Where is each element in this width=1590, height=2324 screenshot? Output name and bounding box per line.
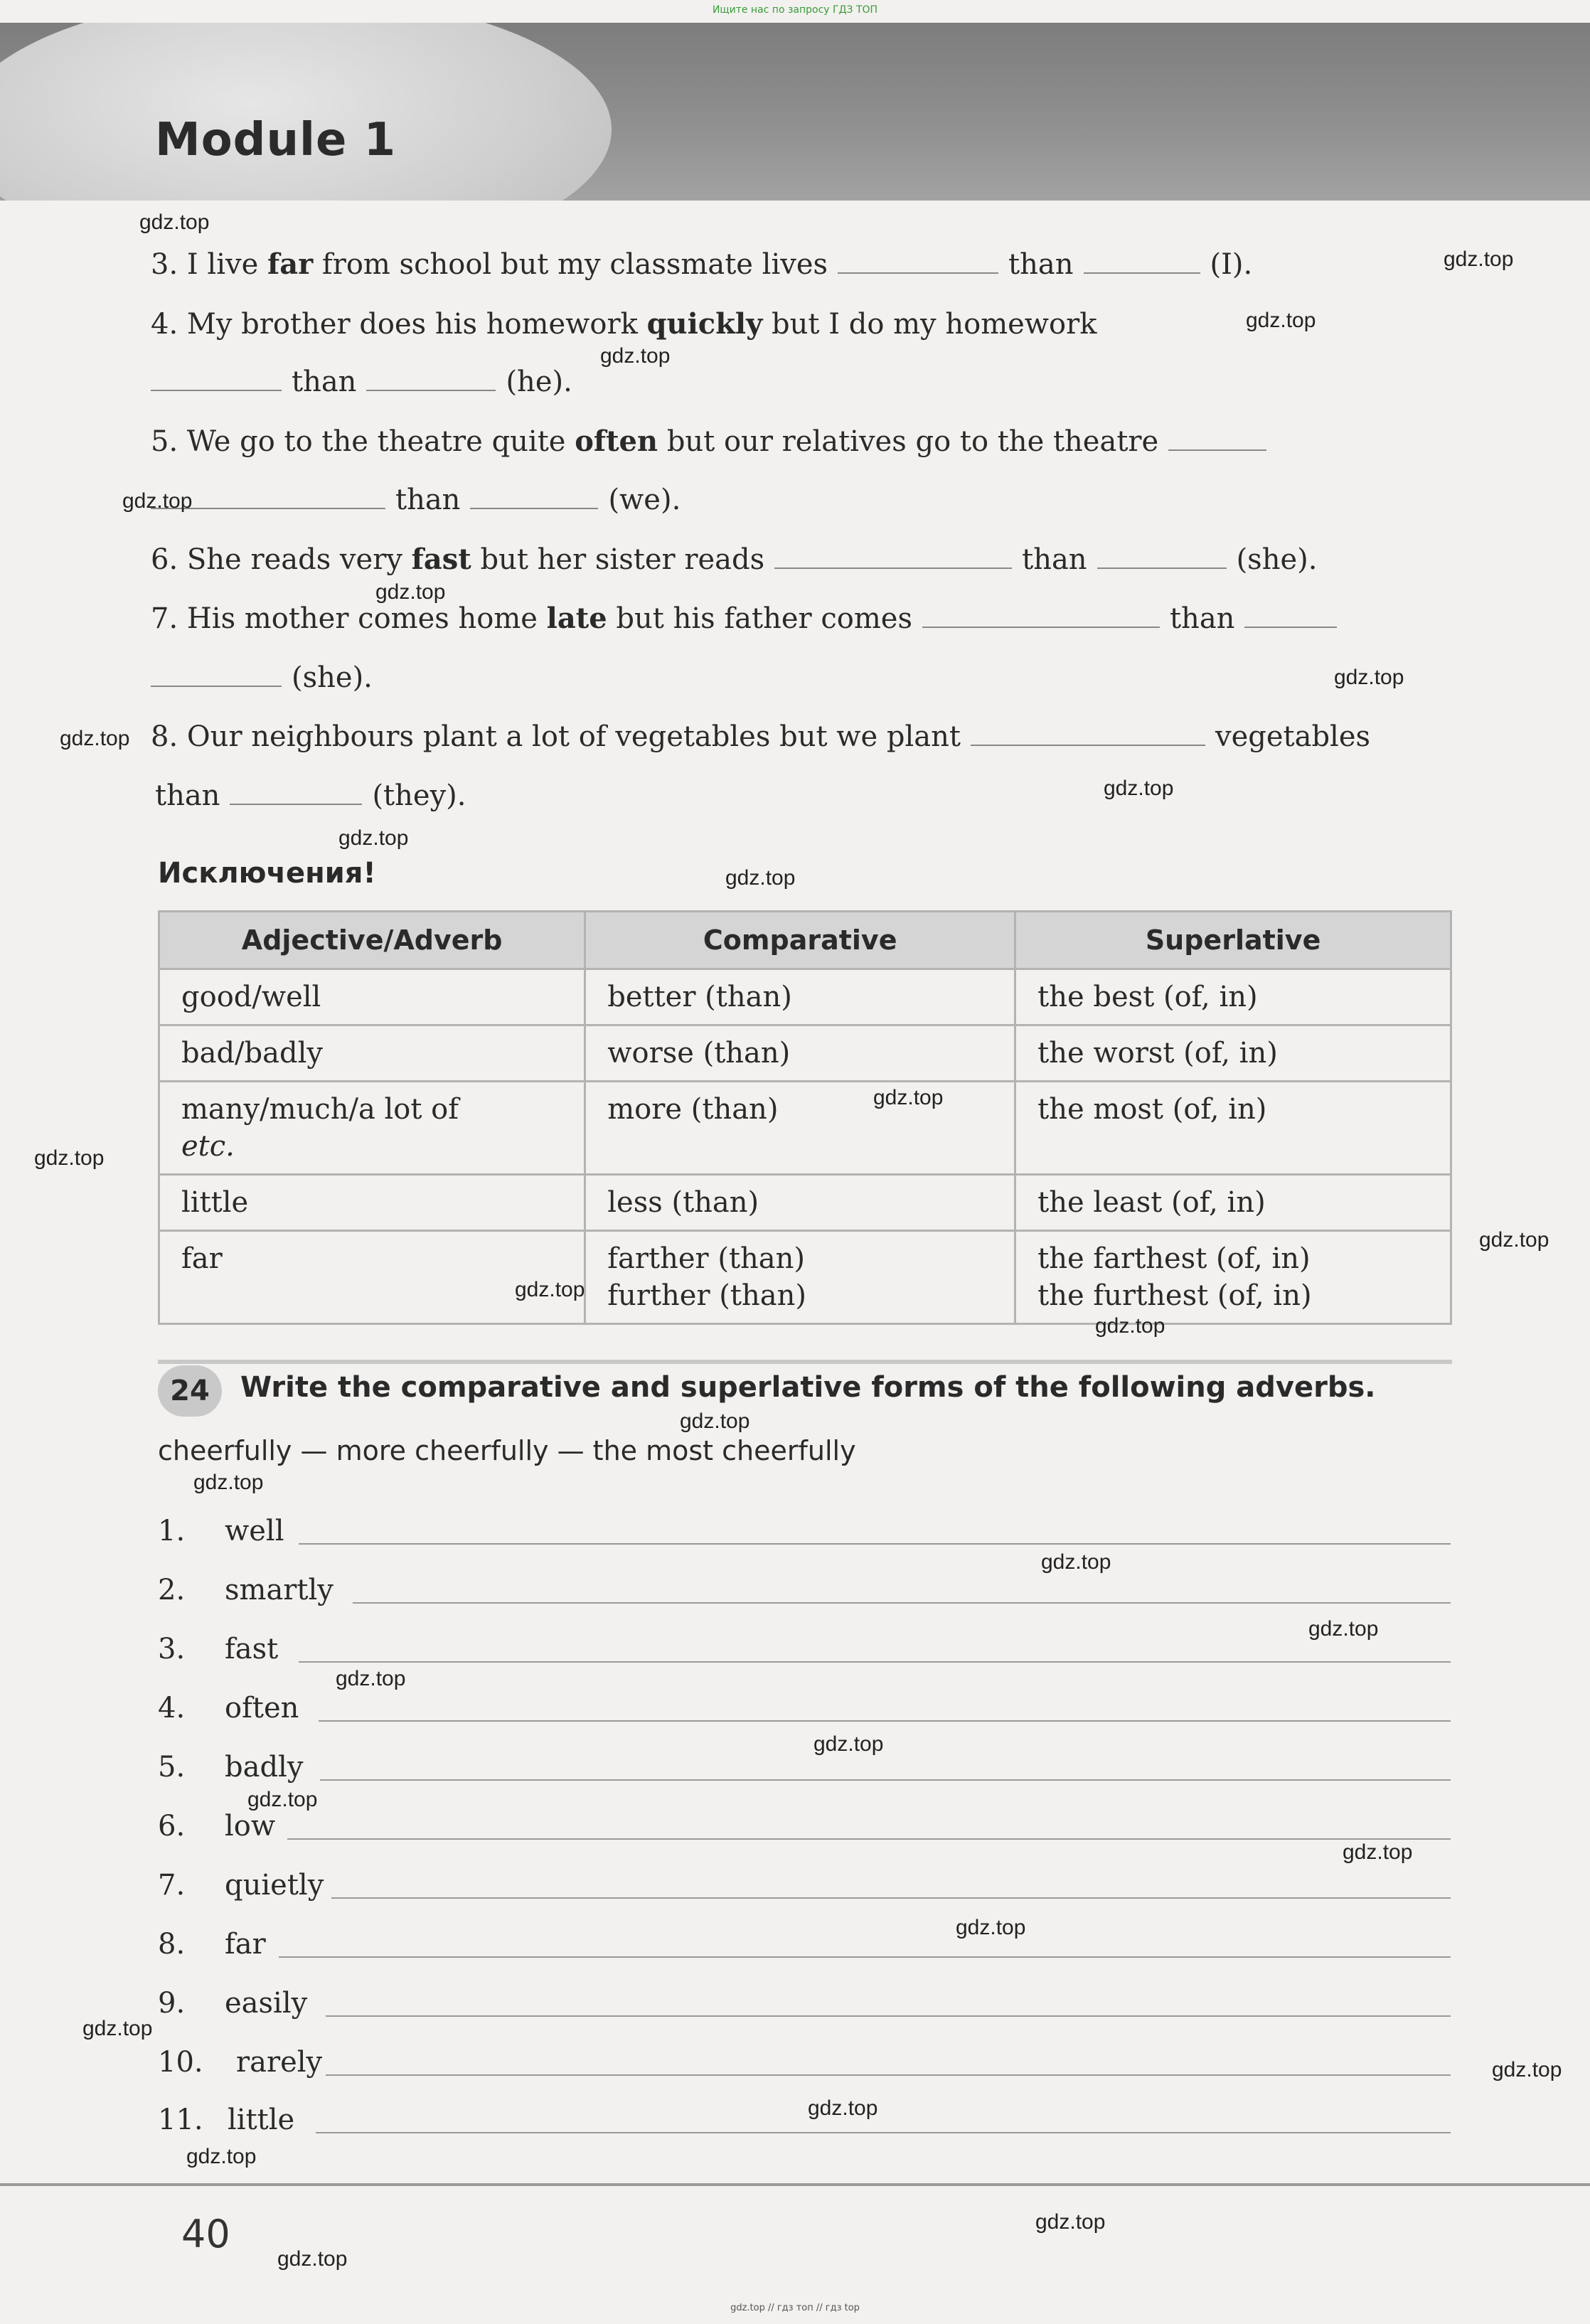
table-cell: little — [159, 1175, 585, 1231]
module-title: Module 1 — [155, 114, 397, 166]
exceptions-table — [158, 910, 1452, 1325]
column-header-adjective: Adjective/Adverb — [159, 912, 585, 969]
exercise-item-number: 11. — [158, 2104, 203, 2136]
watermark: gdz.top — [60, 727, 130, 750]
column-header-superlative: Superlative — [1015, 912, 1451, 969]
exercise-item-word: often — [225, 1692, 299, 1725]
table-cell: worse (than) — [585, 1025, 1015, 1082]
exercise-item-word: little — [228, 2104, 295, 2136]
table-cell: more (than) — [585, 1082, 1015, 1175]
exercise-item-word: low — [225, 1810, 276, 1843]
page-number: 40 — [181, 2212, 230, 2256]
exercise-item-number: 5. — [158, 1751, 186, 1784]
sentence-7-cont: (she). — [151, 661, 373, 694]
table-cell: the farthest (of, in) the furthest (of, in) — [1015, 1231, 1451, 1324]
answer-line[interactable] — [319, 1720, 1451, 1722]
exercise-item-word: far — [225, 1928, 266, 1961]
sentence-4-cont: than (he). — [151, 366, 572, 398]
bottom-tag: gdz.top // гдз топ // гдз top — [730, 2303, 860, 2313]
table-row — [159, 1082, 1451, 1175]
watermark: gdz.top — [1041, 1550, 1111, 1574]
table-cell: the most (of, in) — [1015, 1082, 1451, 1175]
column-header-comparative: Comparative — [585, 912, 1015, 969]
exceptions-title: Исключения! — [158, 857, 376, 890]
exercise-item-number: 3. — [158, 1633, 186, 1665]
watermark: gdz.top — [338, 826, 409, 850]
watermark: gdz.top — [1104, 777, 1174, 800]
watermark: gdz.top — [139, 210, 210, 234]
exercise-item-word: well — [225, 1515, 284, 1547]
answer-line[interactable] — [326, 2074, 1451, 2076]
watermark: gdz.top — [247, 1788, 318, 1811]
table-cell: the best (of, in) — [1015, 969, 1451, 1025]
watermark: gdz.top — [186, 2145, 257, 2168]
sentence-8: 8. Our neighbours plant a lot of vegetables but we plant vegetables — [151, 720, 1371, 753]
answer-line[interactable] — [299, 1543, 1451, 1545]
exercise-item-word: smartly — [225, 1574, 334, 1606]
header-decoration — [0, 23, 612, 201]
watermark: gdz.top — [34, 1146, 105, 1170]
module-header-band — [0, 23, 1590, 201]
exercise-item-number: 6. — [158, 1810, 186, 1843]
watermark: gdz.top — [956, 1916, 1026, 1939]
watermark: gdz.top — [82, 2017, 153, 2040]
watermark: gdz.top — [873, 1086, 944, 1109]
watermark: gdz.top — [680, 1409, 750, 1433]
answer-line[interactable] — [287, 1838, 1451, 1840]
table-cell: farther (than) further (than) — [585, 1231, 1015, 1324]
exercise-item-number: 10. — [158, 2046, 203, 2079]
exercise-number-badge: 24 — [158, 1365, 222, 1417]
watermark: gdz.top — [1444, 247, 1514, 271]
watermark: gdz.top — [193, 1471, 264, 1494]
exercise-item-number: 8. — [158, 1928, 186, 1961]
watermark: gdz.top — [1095, 1314, 1165, 1338]
exercise-item-number: 9. — [158, 1987, 186, 2020]
table-row — [159, 1175, 1451, 1231]
table-header-row — [159, 912, 1451, 969]
watermark: gdz.top — [725, 866, 796, 890]
table-cell: the least (of, in) — [1015, 1175, 1451, 1231]
exercise-item-number: 1. — [158, 1515, 186, 1547]
table-row — [159, 1231, 1451, 1324]
watermark: gdz.top — [336, 1667, 406, 1690]
answer-line[interactable] — [331, 1897, 1451, 1899]
table-cell: the worst (of, in) — [1015, 1025, 1451, 1082]
table-row — [159, 969, 1451, 1025]
exercise-item-word: badly — [225, 1751, 304, 1784]
table-cell: good/well — [159, 969, 585, 1025]
watermark: gdz.top — [1343, 1840, 1413, 1864]
table-cell: better (than) — [585, 969, 1015, 1025]
watermark: gdz.top — [1035, 2210, 1106, 2234]
answer-line[interactable] — [326, 2015, 1451, 2017]
exercise-item-word: easily — [225, 1987, 308, 2020]
exercise-item-number: 7. — [158, 1869, 186, 1902]
answer-line[interactable] — [316, 2132, 1451, 2133]
sentence-4: 4. My brother does his homework quickly but I do my homework — [151, 307, 1097, 341]
table-row — [159, 1025, 1451, 1082]
watermark: gdz.top — [1479, 1228, 1549, 1252]
exercise-item-word: fast — [225, 1633, 279, 1665]
table-cell: far — [159, 1231, 585, 1324]
table-cell: many/much/a lot of etc. — [159, 1082, 585, 1175]
exercise-item-number: 2. — [158, 1574, 186, 1606]
top-search-tag: Ищите нас по запросу ГДЗ ТОП — [712, 4, 878, 16]
sentence-5-cont: than (we). — [151, 484, 681, 516]
table-cell: bad/badly — [159, 1025, 585, 1082]
watermark: gdz.top — [277, 2247, 348, 2271]
watermark: gdz.top — [122, 489, 193, 513]
sentence-6: 6. She reads very fast but her sister reads than (she). — [151, 543, 1318, 576]
exercise-example: cheerfully — more cheerfully — the most cheerfully — [158, 1435, 856, 1466]
watermark: gdz.top — [600, 344, 671, 368]
footer-rule — [0, 2183, 1590, 2186]
exercise-rule — [158, 1360, 1452, 1364]
sentence-7: 7. His mother comes home late but his father comes than — [151, 602, 1347, 635]
exercise-item-word: rarely — [236, 2046, 323, 2079]
table-cell: less (than) — [585, 1175, 1015, 1231]
exercise-item-number: 4. — [158, 1692, 186, 1725]
answer-line[interactable] — [320, 1779, 1451, 1781]
watermark: gdz.top — [1308, 1617, 1379, 1641]
sentence-8-cont: than (they). — [155, 779, 466, 812]
watermark: gdz.top — [1492, 2058, 1562, 2082]
exercise-instruction: Write the comparative and superlative forms of the following adverbs. — [240, 1371, 1376, 1404]
exercise-item-word: quietly — [225, 1869, 324, 1902]
watermark: gdz.top — [1334, 666, 1404, 689]
watermark: gdz.top — [808, 2096, 878, 2120]
answer-line[interactable] — [279, 1956, 1451, 1958]
watermark: gdz.top — [813, 1732, 884, 1756]
watermark: gdz.top — [1246, 309, 1316, 332]
answer-line[interactable] — [353, 1602, 1451, 1604]
watermark: gdz.top — [375, 580, 446, 604]
watermark: gdz.top — [515, 1278, 585, 1301]
sentence-5: 5. We go to the theatre quite often but our relatives go to the theatre — [151, 425, 1276, 458]
answer-line[interactable] — [299, 1661, 1451, 1663]
sentence-3: 3. I live far from school but my classmate lives than (I). — [151, 247, 1253, 281]
